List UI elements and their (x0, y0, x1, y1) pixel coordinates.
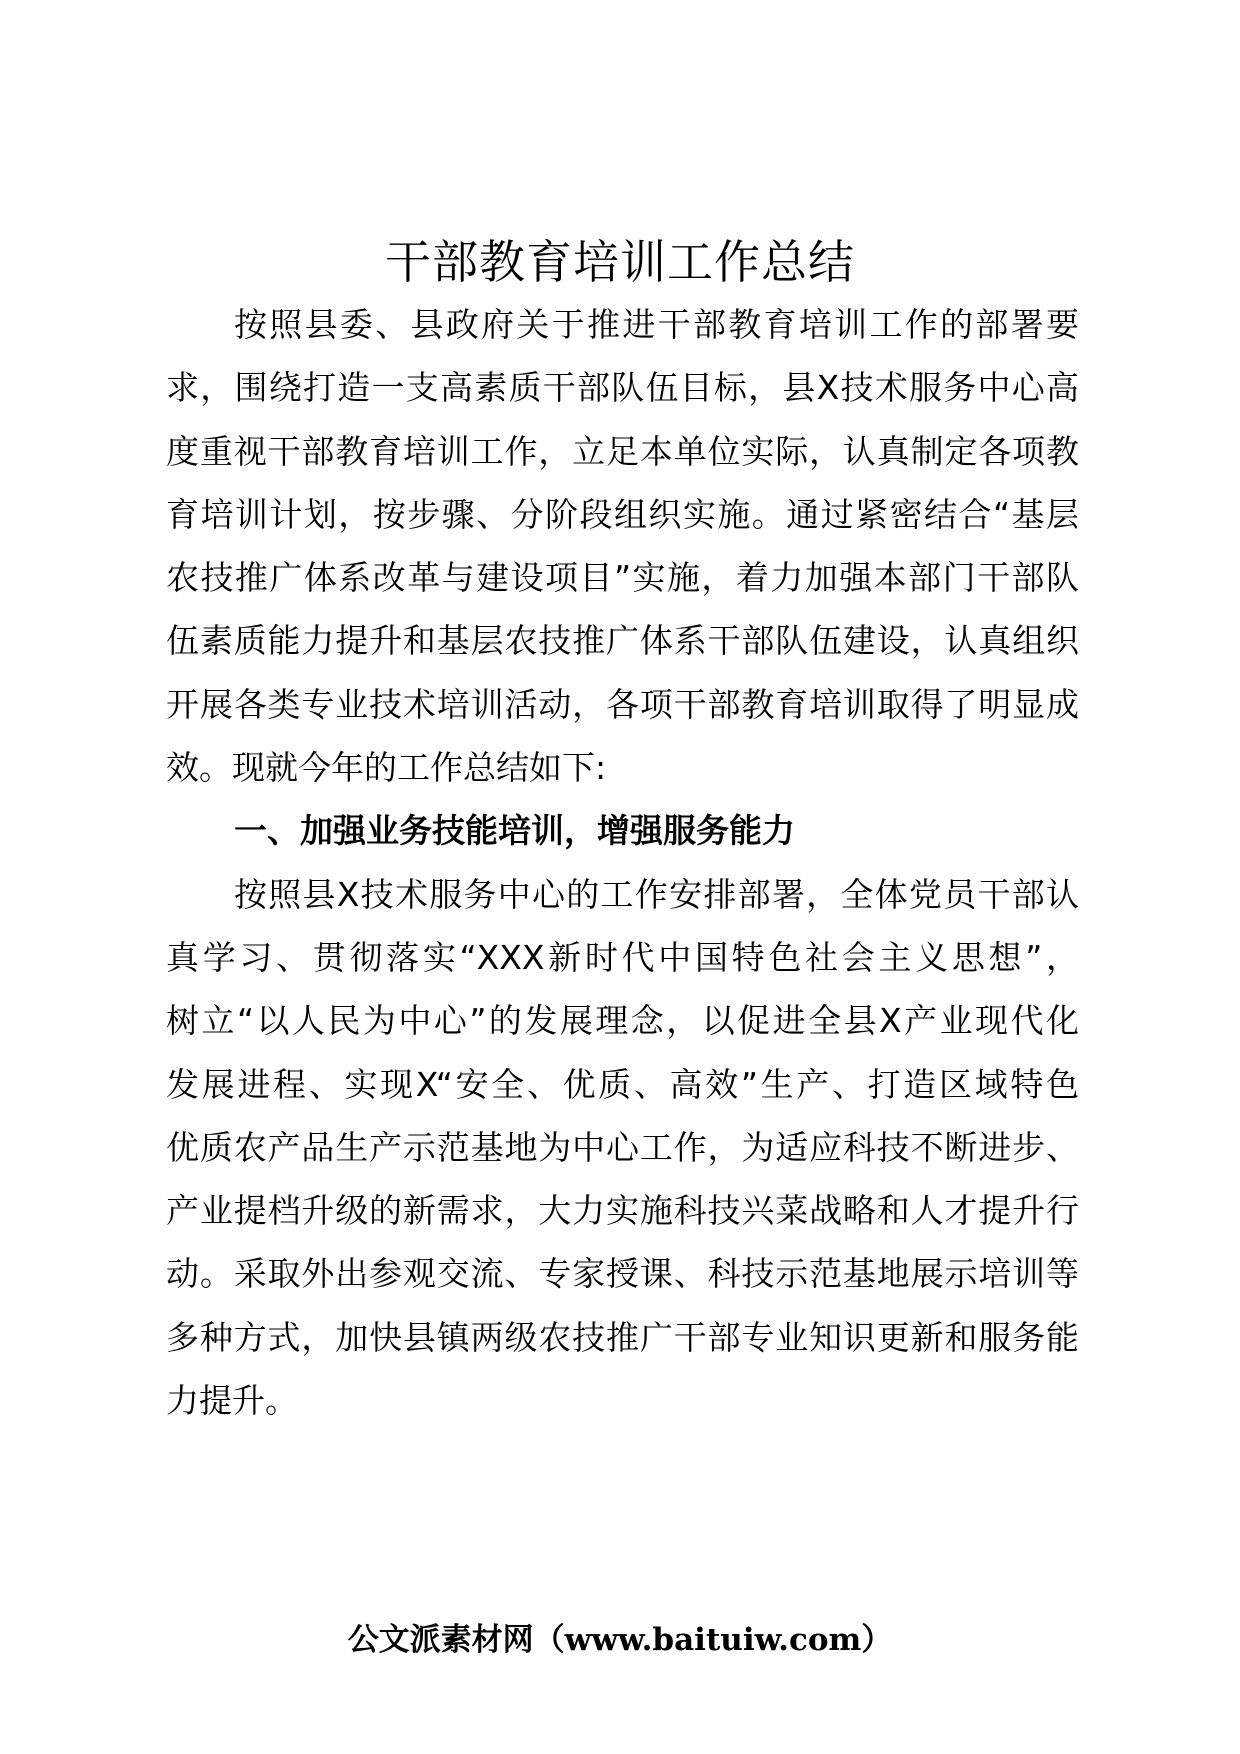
text-line: 优质农产品生产示范基地为中心工作，为适应科技不断进步、 (166, 1127, 1079, 1167)
text-line: 真学习、贯彻落实“XXX新时代中国特色社会主义思想”， (166, 937, 1079, 977)
text-line: 求，围绕打造一支高素质干部队伍目标，县X技术服务中心高 (166, 368, 1079, 408)
text-line: 力提升。 (166, 1381, 298, 1421)
text-line: 农技推广体系改革与建设项目”实施，着力加强本部门干部队 (166, 558, 1079, 598)
section-heading-text: 一、加强业务技能培训，增强服务能力 (234, 811, 795, 851)
text-line: 按照县委、县政府关于推进干部教育培训工作的部署要 (234, 305, 1079, 344)
text-line: 伍素质能力提升和基层农技推广体系干部队伍建设，认真组织 (166, 621, 1079, 661)
text-line: 产业提档升级的新需求，大力实施科技兴菜战略和人才提升行 (166, 1191, 1079, 1231)
footer-watermark: 公文派素材网（www.baituiw.com） (347, 1622, 893, 1658)
text-line: 按照县X技术服务中心的工作安排部署，全体党员干部认 (234, 874, 1079, 914)
text-line: 发展进程、实现X“安全、优质、高效”生产、打造区域特色 (166, 1064, 1079, 1104)
paragraph-section-1 (166, 863, 1079, 1433)
text-line: 树立“以人民为中心”的发展理念，以促进全县X产业现代化 (166, 1001, 1079, 1041)
text-line: 育培训计划，按步骤、分阶段组织实施。通过紧密结合“基层 (166, 494, 1079, 534)
text-line: 效。现就今年的工作总结如下: (166, 748, 607, 788)
text-line: 度重视干部教育培训工作，立足本单位实际，认真制定各项教 (166, 431, 1079, 471)
text-line: 开展各类专业技术培训活动，各项干部教育培训取得了明显成 (166, 684, 1079, 724)
paragraph-intro (166, 293, 1079, 799)
text-line: 动。采取外出参观交流、专家授课、科技示范基地展示培训等 (166, 1254, 1079, 1294)
document-title: 干部教育培训工作总结 (385, 235, 855, 289)
text-line: 多种方式，加快县镇两级农技推广干部专业知识更新和服务能 (166, 1317, 1079, 1357)
document-body (166, 293, 1079, 1432)
section-heading (166, 799, 1079, 862)
